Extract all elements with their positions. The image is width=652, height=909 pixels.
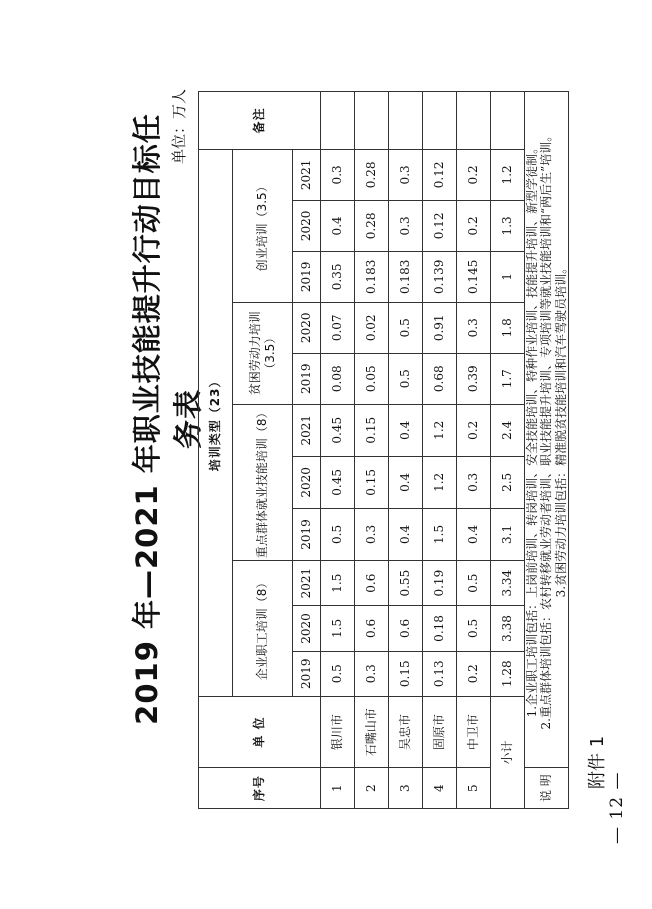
table-cell: 0.4 — [389, 456, 423, 508]
table-cell: 1.8 — [491, 302, 525, 353]
table-cell: 1.2 — [491, 149, 525, 200]
table-cell: 0.4 — [321, 200, 355, 251]
table-row — [457, 92, 491, 809]
page-number: — 12 — — [607, 771, 627, 844]
note-line: 3.贫困劳动力培训包括：精准脱贫技能培训和汽车驾驶员培训。 — [553, 261, 568, 598]
row-seq: 3 — [389, 768, 423, 809]
subtotal-row — [491, 92, 525, 809]
table-cell: 1 — [491, 251, 525, 302]
table-cell: 0.3 — [457, 456, 491, 508]
notes-label: 说 明 — [525, 768, 569, 809]
table-cell: 0.18 — [423, 606, 457, 651]
table-cell: 0.3 — [355, 651, 389, 696]
table-cell: 0.2 — [457, 651, 491, 696]
row-unit: 中卫市 — [457, 696, 491, 767]
notes-content — [525, 92, 569, 768]
table-cell: 0.5 — [457, 561, 491, 606]
table-cell: 0.5 — [389, 302, 423, 353]
table-cell: 0.145 — [457, 251, 491, 302]
note-line: 1.企业职工培训包括：上岗前培训、转岗培训、安全技能培训、特种作业培训、技能提升培训、新型学徒制。 — [525, 141, 539, 718]
table-cell: 1.28 — [491, 651, 525, 696]
table-cell: 0.19 — [423, 561, 457, 606]
table-cell: 1.5 — [321, 561, 355, 606]
table-cell: 0.08 — [321, 353, 355, 404]
table-cell: 0.02 — [355, 302, 389, 353]
table-cell: 0.45 — [321, 404, 355, 456]
table-cell: 1.2 — [423, 404, 457, 456]
note-line: 2.重点群体培训包括：农村转移就业劳动者培训、职业技能提升培训、专项培训等就业技能培训和“两后生”培训。 — [539, 129, 554, 730]
header-unit: 单 位 — [199, 696, 321, 767]
table-cell: 2.5 — [491, 456, 525, 508]
notes-row — [525, 92, 569, 809]
year-header: 2019 — [293, 251, 321, 302]
table-cell: 0.68 — [423, 353, 457, 404]
row-remarks — [423, 92, 457, 150]
table-cell: 0.6 — [389, 606, 423, 651]
unit-label: 单位：万人 — [170, 89, 188, 165]
table-cell: 0.3 — [355, 508, 389, 560]
group-header: 贫困劳动力培训（3.5） — [233, 302, 293, 404]
table-cell: 0.5 — [321, 651, 355, 696]
header-seq: 序号 — [199, 768, 321, 809]
table-cell: 1.5 — [423, 508, 457, 560]
row-remarks — [389, 92, 423, 150]
table-cell: 0.6 — [355, 606, 389, 651]
table-cell: 0.28 — [355, 149, 389, 200]
table-cell: 0.4 — [389, 508, 423, 560]
table-row — [423, 92, 457, 809]
table-cell: 0.3 — [389, 200, 423, 251]
table-cell: 1.3 — [491, 200, 525, 251]
year-header: 2019 — [293, 651, 321, 696]
table-cell: 0.15 — [389, 651, 423, 696]
table-cell: 0.4 — [389, 404, 423, 456]
table-cell: 0.3 — [457, 302, 491, 353]
table-cell: 0.45 — [321, 456, 355, 508]
row-remarks — [457, 92, 491, 150]
header-training-type: 培训类型（23） — [199, 149, 233, 696]
table-cell: 0.3 — [321, 149, 355, 200]
table-cell: 3.34 — [491, 561, 525, 606]
table-row — [355, 92, 389, 809]
table-cell: 0.15 — [355, 404, 389, 456]
appendix-label: 附件 1 — [587, 735, 608, 789]
table-cell: 3.38 — [491, 606, 525, 651]
year-header: 2020 — [293, 302, 321, 353]
table-cell: 1.5 — [321, 606, 355, 651]
row-seq: 4 — [423, 768, 457, 809]
table-cell: 2.4 — [491, 404, 525, 456]
table-row — [321, 92, 355, 809]
group-header: 重点群体就业技能培训（8） — [233, 404, 293, 560]
table-cell: 0.07 — [321, 302, 355, 353]
group-header: 创业培训（3.5） — [233, 149, 293, 302]
table-cell: 0.39 — [457, 353, 491, 404]
table-cell: 0.12 — [423, 149, 457, 200]
year-header: 2019 — [293, 353, 321, 404]
table-cell: 0.15 — [355, 456, 389, 508]
table-cell: 1.2 — [423, 456, 457, 508]
row-seq: 2 — [355, 768, 389, 809]
table-cell: 0.183 — [355, 251, 389, 302]
table-cell: 1.7 — [491, 353, 525, 404]
year-header: 2020 — [293, 456, 321, 508]
row-unit: 吴忠市 — [389, 696, 423, 767]
table-cell: 0.6 — [355, 561, 389, 606]
header-remarks: 备注 — [199, 92, 321, 150]
table-cell: 0.5 — [389, 353, 423, 404]
target-table — [198, 91, 569, 809]
row-remarks — [491, 92, 525, 150]
table-cell: 0.12 — [423, 200, 457, 251]
group-header: 企业职工培训（8） — [233, 561, 293, 697]
table-cell: 0.5 — [321, 508, 355, 560]
table-cell: 0.4 — [457, 508, 491, 560]
table-cell: 0.05 — [355, 353, 389, 404]
table-title: 2019 年—2021 年职业技能提升行动目标任务表 — [130, 113, 205, 725]
year-header: 2020 — [293, 606, 321, 651]
table-cell: 0.183 — [389, 251, 423, 302]
table-cell: 0.91 — [423, 302, 457, 353]
table-cell: 0.55 — [389, 561, 423, 606]
table-cell: 0.5 — [457, 606, 491, 651]
row-unit: 固原市 — [423, 696, 457, 767]
year-header: 2021 — [293, 404, 321, 456]
table-cell: 3.1 — [491, 508, 525, 560]
table-cell: 0.28 — [355, 200, 389, 251]
year-header: 2019 — [293, 508, 321, 560]
row-seq: 5 — [457, 768, 491, 809]
row-unit: 银川市 — [321, 696, 355, 767]
year-header: 2020 — [293, 200, 321, 251]
subtotal-label: 小计 — [491, 696, 525, 808]
table-cell: 0.2 — [457, 149, 491, 200]
year-header: 2021 — [293, 149, 321, 200]
table-row — [389, 92, 423, 809]
year-header: 2021 — [293, 561, 321, 606]
row-remarks — [355, 92, 389, 150]
row-unit: 石嘴山市 — [355, 696, 389, 767]
table-cell: 0.2 — [457, 404, 491, 456]
row-seq: 1 — [321, 768, 355, 809]
row-remarks — [321, 92, 355, 150]
table-cell: 0.35 — [321, 251, 355, 302]
table-cell: 0.2 — [457, 200, 491, 251]
table-cell: 0.139 — [423, 251, 457, 302]
table-cell: 0.13 — [423, 651, 457, 696]
table-cell: 0.3 — [389, 149, 423, 200]
